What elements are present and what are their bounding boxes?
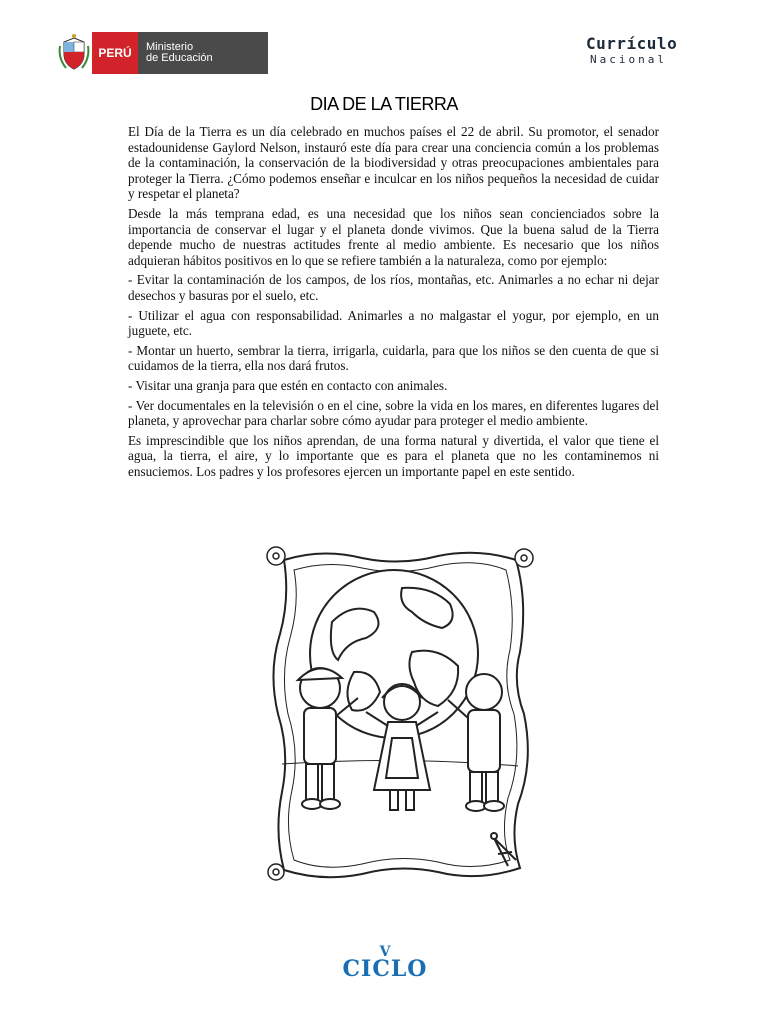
document-body (128, 124, 659, 483)
ciclo-logo (330, 946, 440, 986)
list-item: - Ver documentales en la televisión o en el cine, sobre la vida en los mares, en diferentes lugares del planeta, y aprovechar para charlar sobre cómo ayudar para proteger el medio ambiente. (128, 397, 659, 429)
ministry-line1: Ministerio (146, 41, 194, 53)
ministry-logo (56, 32, 268, 74)
paragraph-intro: El Día de la Tierra es un día celebrado en muchos países el 22 de abril. Su promotor, el senador estadounidense Gaylord Nelson, instauró este día para crear una conciencia común a los problemas de la contaminación, la conservación de la biodiversidad y otras preocupaciones ambientales para proteger la Tierra. ¿Cómo podemos enseñar e inculcar en los niños pequeños la necesidad de cuidar y respetar el planeta? (128, 124, 659, 202)
list-item: - Montar un huerto, sembrar la tierra, irrigarla, cuidarla, para que los niños se den cuenta de que si cuidamos de la tierra, ella nos dará frutos. (128, 342, 659, 374)
document-title: DIA DE LA TIERRA (310, 94, 458, 114)
cycle-numeral: V (379, 944, 391, 960)
ministry-name (138, 32, 268, 74)
paragraph-awareness: Desde la más temprana edad, es una necesidad que los niños sean concienciados sobre la importancia de conservar el lugar y el planeta donde vivimos. Que la buena salud de la Tierra depende mucho de nuestras actitudes frente al medio ambiente. Es necesario que los niños adquieran hábitos positivos en lo que se refiere también a la naturaleza, como por ejemplo: (128, 205, 659, 268)
ministry-line2: de Educación (146, 52, 213, 64)
list-item: - Evitar la contaminación de los campos, de los ríos, montañas, etc. Animarles a no echar ni dejar desechos y basuras por el suelo, etc. (128, 272, 659, 303)
peru-coat-of-arms-icon (56, 32, 92, 74)
compass-icon (491, 833, 516, 866)
list-item: - Utilizar el agua con responsabilidad. Animarles a no malgastar el yogur, por ejemplo, en un juguete, etc. (128, 307, 659, 339)
cycle-word: CICLO (342, 956, 428, 982)
earth-children-illustration (262, 542, 538, 886)
curriculo-word: Currículo (586, 34, 678, 53)
nacional-word: Nacional (590, 53, 667, 66)
paragraph-conclusion: Es imprescindible que los niños aprendan, de una forma natural y divertida, el valor que tiene el agua, la tierra, el aire, y lo importante que es para el planeta que no les contaminemos ni ensuciemos. Los padres y los profesores ejercen un importante papel en este sentido. (128, 432, 659, 479)
list-item: - Visitar una granja para que estén en contacto con animales. (128, 377, 448, 393)
peru-label: PERÚ (92, 32, 138, 74)
curriculo-nacional-logo (586, 34, 696, 66)
